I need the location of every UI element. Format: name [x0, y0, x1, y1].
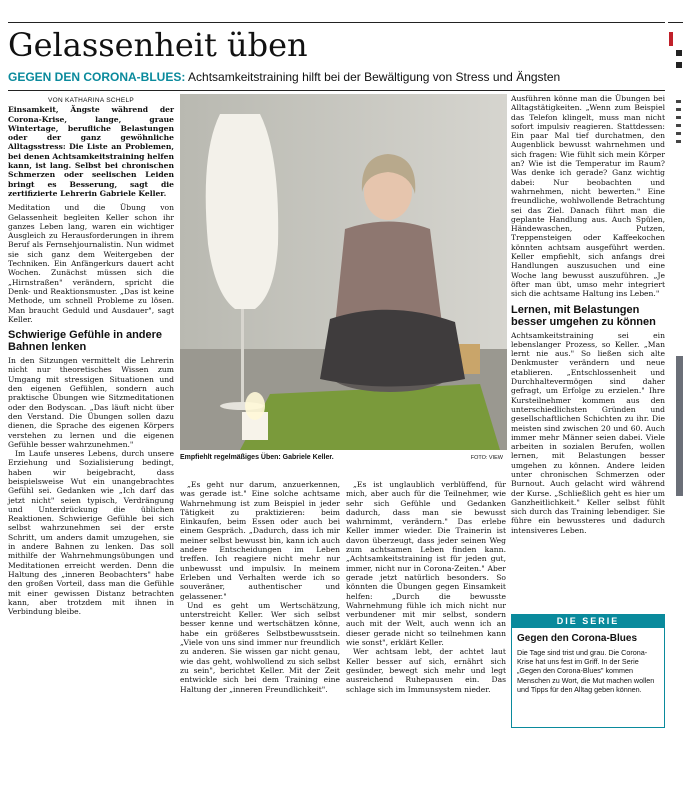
series-label: DIE SERIE [512, 615, 664, 628]
subheading: Schwierige Gefühle in andere Bahnen lenken [8, 329, 163, 354]
photo-gabriele-keller [180, 94, 507, 450]
byline: VON KATHARINA SCHELP [47, 97, 135, 104]
column-1 [8, 96, 174, 616]
edge-neighbour-photo [676, 356, 683, 496]
paragraph: „Es ist unglaublich verblüffend, für mich, aber auch für die Teilnehmer, wie sehr sich Gefühle und Gedanken dadurch, dass man sie bewusst wahrnimmt, verändern." Das erlebe Keller immer wieder. Die Trainerin ist davon überzeugt, dass jeder seinen Weg zum achtsamen Leben finden kann. „Achtsamkeitstraining ist für jeden gut, immer, nicht nur in Corona-Zeiten." Aber gerade jetzt natürlich besonders. So könnten die Übungen gegen Einsamkeit helfen: „Durch die bewusste Wahrnehmung fühle ich mich nicht nur verbundener mit mir selbst, sondern auch mit der Welt, auch wenn ich an dieser gerade nicht so teilnehmen kann wie sonst", erklärt Keller. [346, 480, 506, 648]
paragraph: Im Laufe unseres Lebens, durch unsere Erziehung und Sozialisierung bedingt, haben wir beigebracht, dass beispielsweise Wut ein unangebrachtes Gefühl sei. Gedanken wie „Ich darf das jetzt nicht" seien typisch, Verdrängung und Unterdrückung die üblichen Reaktionen. Schwierige Gefühle bei sich selbst wahrzunehmen sei der erste Schritt, um anders damit umzugehen, sie in andere Bahnen zu lenken. Das soll mithilfe der Wahrnehmungsübungen und Meditationen erreicht werden. Denn die Haltung des „inneren Beobachters" habe den großen Vorteil, dass man die Gefühle mit einer gewissen Distanz betrachten kann, aber trotzdem mit ihnen in Verbindung bleibe. [8, 449, 174, 617]
subheadline [8, 70, 560, 85]
paragraph: Wer achtsam lebt, der achtet laut Keller besser auf sich, ernährt sich gesünder, bewegt sich mehr und legt ausreichend Ruhepausen ein. Das schlage sich im Immunsystem nieder. [346, 647, 506, 694]
column-2 [180, 480, 340, 694]
series-title: Gegen den Corona-Blues [517, 633, 638, 644]
kicker: GEGEN DEN CORONA-BLUES: [8, 70, 186, 84]
series-text: Die Tage sind trist und grau. Die Corona-Krise hat uns fest im Griff. In der Serie „Gegen den Corona-Blues" kommen Menschen zu Wort, die Mut machen wollen und Tipps für den Alltag geben können. [517, 648, 655, 694]
photo-credit: FOTO: VIEW [470, 455, 503, 461]
photo-illustration [180, 94, 507, 450]
headline-rule [8, 90, 665, 91]
photo-caption [180, 454, 507, 461]
edge-text-fragments [676, 40, 683, 150]
lead-paragraph: Einsamkeit, Ängste während der Corona-Krise, lange, graue Wintertage, berufliche Belastungen oder der ganz gewöhnliche Alltagsstress: Die Liste an Problemen, bei denen Achtsamkeitstraining helfen kann, ist lang. Selbst bei chronischen Schmerzen oder seelischen Leiden bringt es Besserung, sagt die zertifizierte Lehrerin Gabriele Keller. [8, 105, 174, 198]
caption-text: Empfiehlt regelmäßiges Üben: Gabriele Keller. [180, 454, 334, 461]
edge-neighbour-text [676, 40, 683, 150]
column-3 [346, 480, 506, 694]
subheadline-text: Achtsamkeitstraining hilft bei der Bewältigung von Stress und Ängsten [188, 70, 561, 84]
right-top-rule [668, 22, 683, 23]
column-4 [511, 94, 665, 535]
paragraph: Meditation und die Übung von Gelassenheit begleiten Keller schon ihr ganzes Leben lang, waren ein wichtiger Ausgleich zu Herausforderungen in ihrem Beruf als Fernsehjournalistin. Nun widmet sie sich ganz dem Weitergeben der Techniken. Ein Anfängerkurs dauert acht Wochen. Zunächst müssen sich die „Hirnstraßen" verändern, spricht die Denk- und Reaktionsmuster. „Das ist keine Methode, um schnell Probleme zu lösen. Man braucht Geduld und Ausdauer", sagt Keller. [8, 203, 174, 324]
paragraph: Und es geht um Wertschätzung, unterstreicht Keller. Wer sich selbst besser kenne und wertschätzen könne, habe ein größeres Selbstbewusstsein. „Viele von uns sind immer nur freundlich zu anderen. Sie wissen gar nicht genau, wie das geht, wohlwollend zu sich selbst zu sein", berichtet Keller. Mit der Zeit entwickle sich bei dem Training eine Haltung der „inneren Freundlichkeit". [180, 600, 340, 694]
top-rule [8, 22, 665, 23]
series-box [511, 614, 665, 728]
subheading: Lernen, mit Belastungen besser umgehen zu können [511, 303, 656, 328]
paragraph: „Es geht nur darum, anzuerkennen, was gerade ist." Eine solche achtsame Wahrnehmung ist zum Beispiel in jeder Tätigkeit zu praktizieren: beim Einkaufen, beim Essen oder auch bei einem Gespräch. „Dadurch, dass ich mir meiner selbst bewusst bin, kann ich auch andere Entscheidungen im Leben treffen. Ich reagiere nicht mehr nur unbewusst und impulsiv. In meinem Erleben und Verhalten werde ich so souveräner, authentischer und gelassener." [180, 480, 340, 601]
headline: Gelassenheit üben [8, 26, 308, 64]
edge-accent-mark [669, 32, 673, 46]
paragraph: In den Sitzungen vermittelt die Lehrerin nicht nur theoretisches Wissen zum Umgang mit stressigen Situationen und den eigenen Gefühlen, sondern auch praktische Übungen wie Sitzmeditationen oder den Bodyscan. „Das läuft nicht über den Verstand. Die Übungen sollen dazu dienen, die Sprache des eigenen Körpers verstehen zu lernen und die eigenen Gefühle besser wahrzunehmen." [8, 356, 174, 449]
paragraph: Achtsamkeitstraining sei ein lebenslanger Prozess, so Keller. „Man lernt nie aus." So ließen sich alte Denkmuster verändern und neue etablieren. „Entschlossenheit und Durchhaltevermögen sind daher gefragt, um Erfolge zu erzielen." Ihre Kursteilnehmer kommen aus den unterschiedlichsten Gründen und gesellschaftlichen Schichten zu ihr. Die meisten sind zwischen 20 und 60. Auch immer mehr Männer seien dabei. Viele arbeiten in sozialen Berufen, wollen lernen, mit Belastungen besser umgehen zu können. Andere leiden unter chronischen Schmerzen oder Burnout. Auch gelacht wird während der Kurse. „Schließlich geht es hier um Ganzheitlichkeit." Keller selbst fühlt sich durch das Training lebendiger. Sie führe ein bewussteres und dadurch intensiveres Leben. [511, 330, 665, 535]
paragraph: Ausführen könne man die Übungen bei Alltagstätigkeiten. „Wenn zum Beispiel das Telefon klingelt, muss man nicht sofort impulsiv reagieren. Stattdessen: Ein paar Mal tief durchatmen, den Augenblick bewusst wahrnehmen und sich fragen: Wie fühlt sich mein Körper an? Wie ist die Temperatur im Raum? Was denke ich gerade? Ganz wichtig dabei: Nur beobachten und wahrnehmen, nicht bewerten." Eine freundliche, wohlwollende Betrachtung sei das Ziel. Danach führt man die geplante Handlung aus. Auch Spülen, Händewaschen, Putzen, Treppensteigen oder Kaffeekochen könnten achtsam ausgeführt werden. Keller empfiehlt, sich anfangs drei Handlungen auszusuchen und eine Woche lang bewusst auszuführen. „Je öfter man übt, umso mehr integriert sich die achtsame Haltung ins Leben." [511, 94, 665, 299]
